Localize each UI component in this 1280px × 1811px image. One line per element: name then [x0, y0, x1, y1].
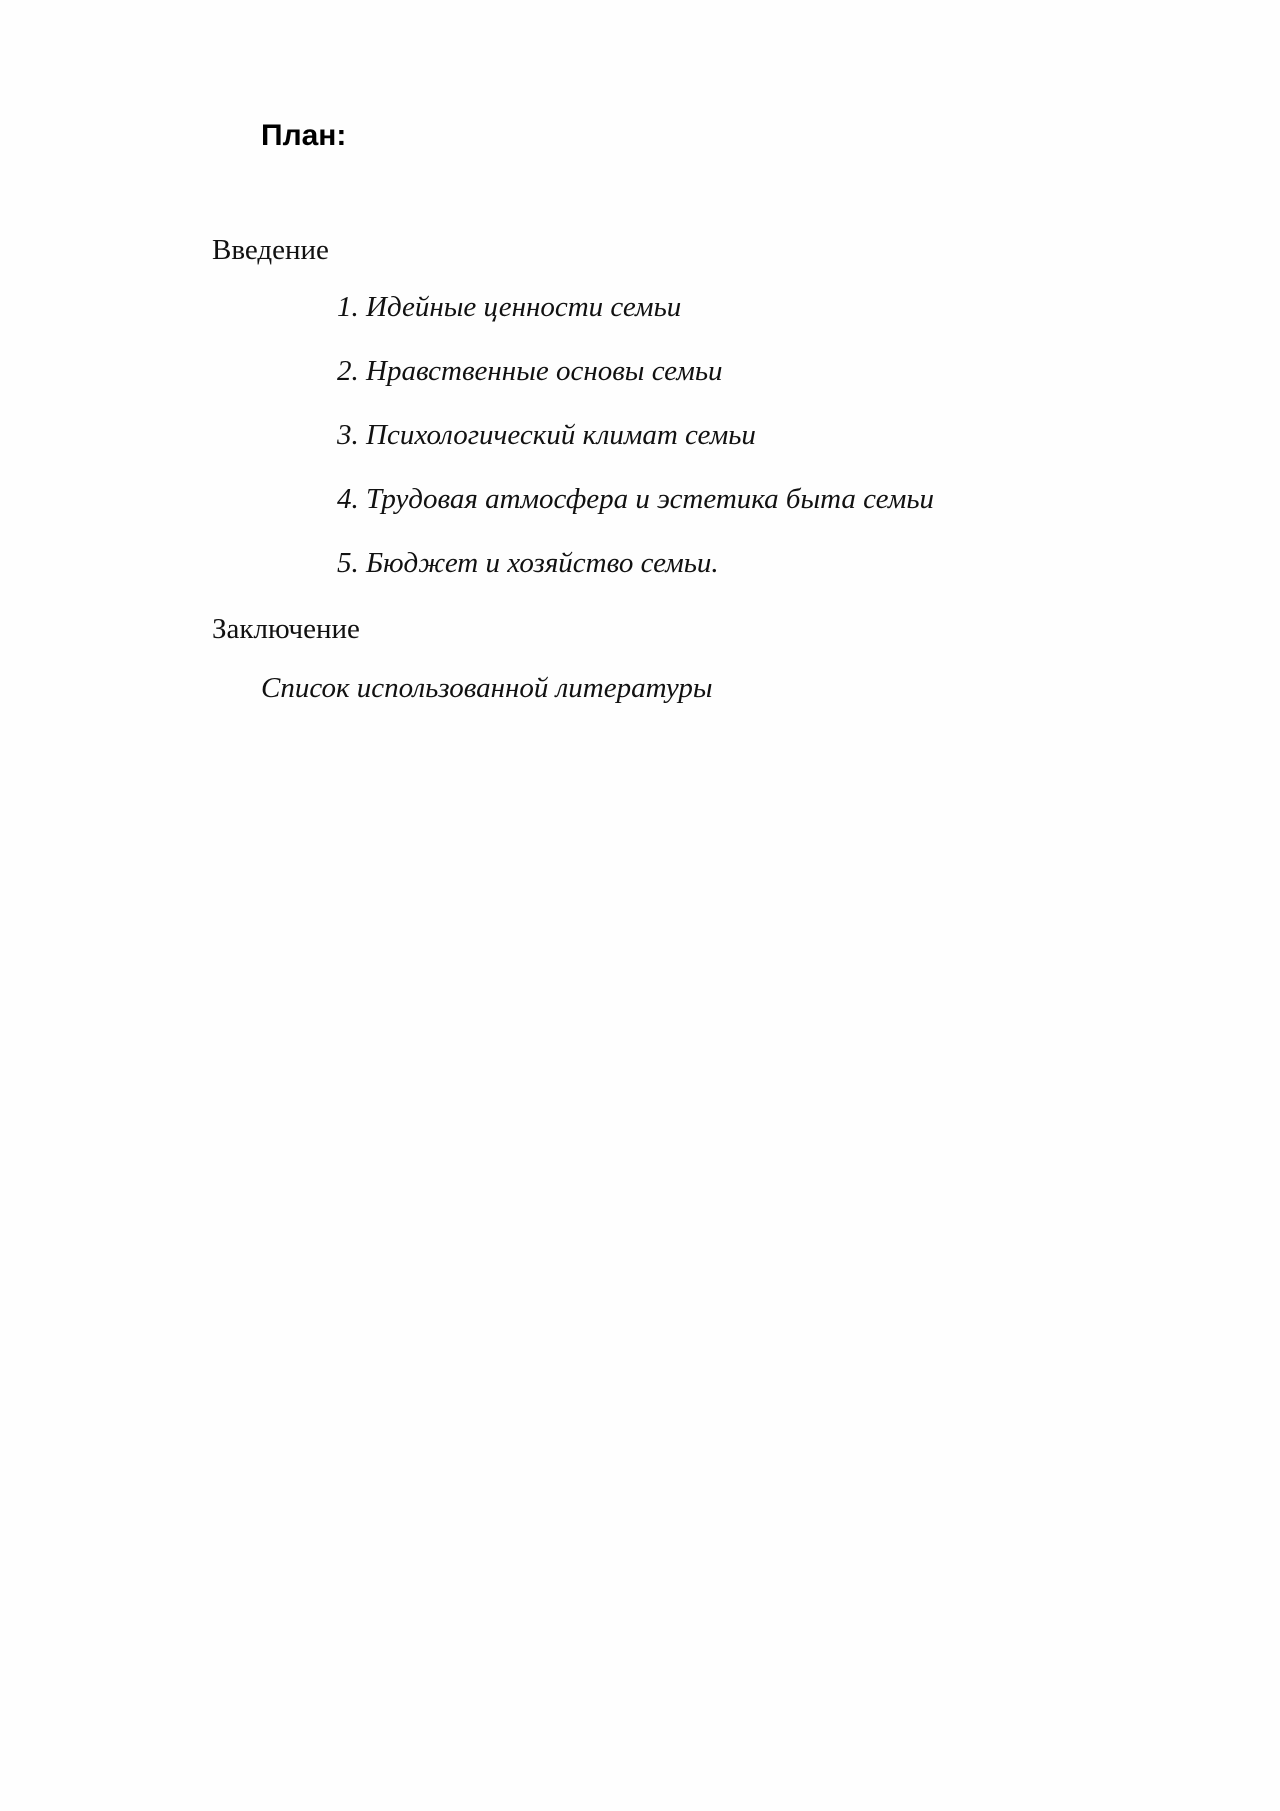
- chapter-list: [337, 290, 934, 610]
- references-heading: Список использованной литературы: [261, 672, 713, 704]
- page-title: План:: [261, 119, 347, 152]
- chapter-item-3: 3. Психологический климат семьи: [337, 419, 756, 451]
- chapter-item-5: 5. Бюджет и хозяйство семьи.: [337, 547, 719, 579]
- section-introduction: Введение: [212, 234, 329, 266]
- chapter-item-2: 2. Нравственные основы семьи: [337, 355, 723, 387]
- chapter-item-4: 4. Трудовая атмосфера и эстетика быта семьи: [337, 483, 935, 515]
- section-conclusion: Заключение: [212, 613, 360, 645]
- chapter-item-1: 1. Идейные ценности семьи: [337, 291, 682, 323]
